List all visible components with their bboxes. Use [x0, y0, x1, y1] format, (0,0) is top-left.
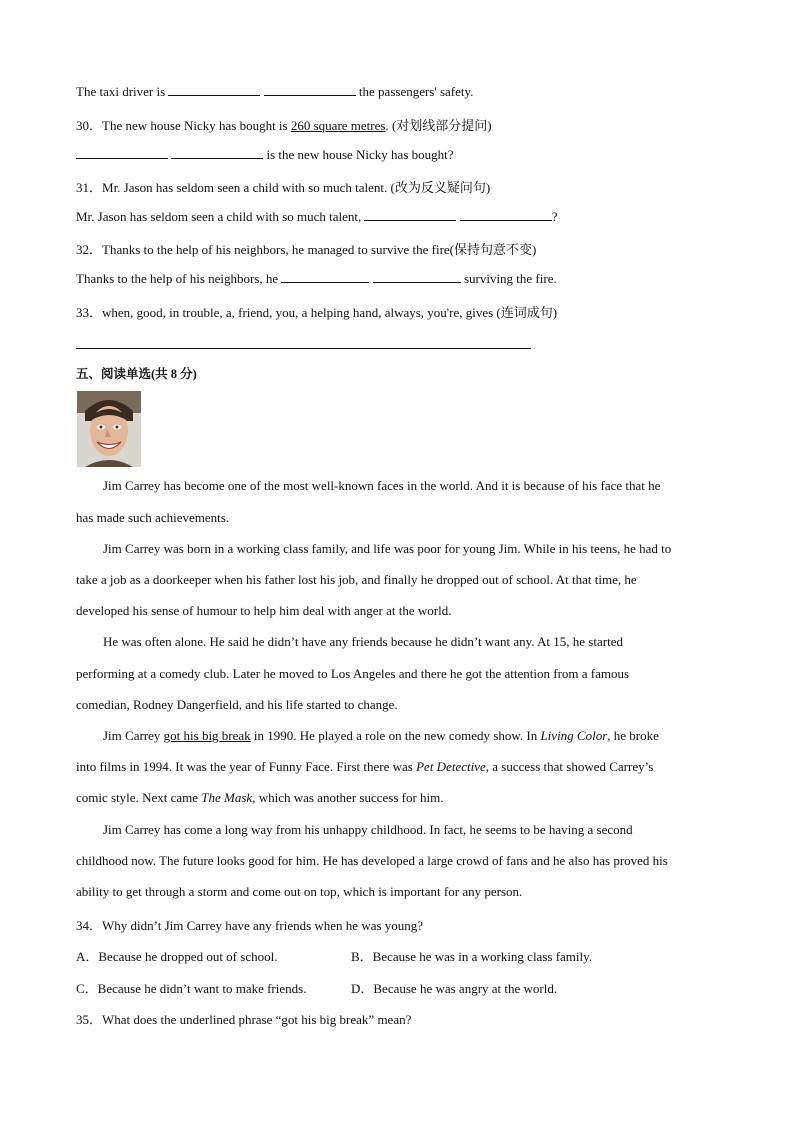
answer-blank[interactable] [168, 83, 260, 96]
passage-text: comic style. Next came [76, 790, 202, 805]
q30-answer-text: is the new house Nicky has bought? [266, 147, 454, 162]
passage-text: , a success that showed Carrey’s [485, 759, 654, 774]
q29-text-end: the passengers' safety. [358, 84, 474, 99]
q31-answer-text: Mr. Jason has seldom seen a child with so much talent, [76, 209, 362, 224]
underlined-phrase: got his big break [163, 728, 251, 743]
q31-line [76, 177, 490, 196]
passage-p3-line3: comedian, Rodney Dangerfield, and his life started to change. [76, 697, 398, 712]
passage-p5-line3: ability to get through a storm and come out on top, which is important for any person. [76, 884, 523, 899]
q34-stem: 34．Why didn’t Jim Carrey have any friends when he was young? [76, 918, 424, 933]
passage-p1-line2: has made such achievements. [76, 510, 230, 525]
q35-stem: 35．What does the underlined phrase “got his big break” mean? [76, 1012, 412, 1027]
q34-option-d[interactable]: D．Because he was angry at the world. [351, 981, 558, 996]
question-number: 30． [76, 118, 103, 133]
q32-answer-text: Thanks to the help of his neighbors, he [76, 271, 279, 286]
answer-blank[interactable] [171, 146, 263, 159]
answer-blank[interactable] [460, 208, 552, 221]
passage-text: , which was another success for him. [252, 790, 444, 805]
passage-p4-line2 [76, 759, 653, 775]
show-title: Living Color [540, 728, 608, 743]
passage-p3-line1: He was often alone. He said he didn’t have any friends because he didn’t want any. At 15, he started [103, 634, 623, 649]
passage-p4-line3 [76, 790, 444, 806]
q32-line [76, 239, 536, 258]
passage-p2-line3: developed his sense of humour to help him deal with anger at the world. [76, 603, 452, 618]
q29-line [76, 83, 473, 100]
question-number: 32． [76, 242, 103, 257]
q30-instruction: . (对划线部分提问) [385, 118, 492, 133]
answer-blank[interactable] [264, 83, 356, 96]
underlined-phrase: 260 square metres [290, 118, 386, 133]
q34-option-c[interactable]: C．Because he didn’t want to make friends. [76, 981, 307, 996]
film-title: Pet Detective [416, 759, 486, 774]
passage-text: Jim Carrey [103, 728, 164, 743]
q32-answer-line [76, 270, 557, 287]
q33-line [76, 302, 557, 321]
passage-p5-line2: childhood now. The future looks good for him. He has developed a large crowd of fans and he also has proved his [76, 853, 668, 868]
passage-p4-line1 [103, 728, 659, 744]
passage-text: in 1990. He played a role on the new comedy show. In [250, 728, 541, 743]
answer-blank[interactable] [364, 208, 456, 221]
q31-text: Mr. Jason has seldom seen a child with so much talent. (改为反义疑问句) [102, 180, 491, 195]
q34-option-b[interactable]: B．Because he was in a working class family. [351, 949, 593, 964]
q32-answer-end: surviving the fire. [463, 271, 557, 286]
q31-answer-end: ? [551, 209, 558, 224]
passage-p5-line1: Jim Carrey has come a long way from his unhappy childhood. In fact, he seems to be having a second [103, 822, 633, 837]
q31-answer-line [76, 208, 558, 225]
question-number: 33． [76, 305, 103, 320]
q34-option-a[interactable]: A．Because he dropped out of school. [76, 949, 278, 964]
q29-text: The taxi driver is [76, 84, 166, 99]
q33-text: when, good, in trouble, a, friend, you, a helping hand, always, you're, gives (连词成句) [102, 305, 558, 320]
section-heading: 五、阅读单选(共 8 分) [76, 367, 197, 381]
answer-blank[interactable] [373, 270, 461, 283]
passage-p2-line2: take a job as a doorkeeper when his father lost his job, and finally he dropped out of school. At that time, he [76, 572, 637, 587]
q30-line [76, 115, 492, 134]
question-number: 31． [76, 180, 103, 195]
q30-text: The new house Nicky has bought is [102, 118, 288, 133]
q32-text: Thanks to the help of his neighbors, he managed to survive the fire(保持句意不变) [102, 242, 537, 257]
q33-answer-line[interactable] [76, 348, 531, 349]
passage-p1-line1: Jim Carrey has become one of the most well-known faces in the world. And it is because of his face that he [103, 478, 661, 493]
passage-p3-line2: performing at a comedy club. Later he moved to Los Angeles and there he got the attention from a famous [76, 666, 630, 681]
passage-p2-line1: Jim Carrey was born in a working class family, and life was poor for young Jim. While in his teens, he had to [103, 541, 672, 556]
q30-answer-line [76, 146, 454, 163]
passage-text: , he broke [607, 728, 659, 743]
jim-carrey-photo [77, 391, 141, 467]
passage-text: into films in 1994. It was the year of Funny Face. First there was [76, 759, 417, 774]
answer-blank[interactable] [281, 270, 369, 283]
film-title: The Mask [201, 790, 253, 805]
answer-blank[interactable] [76, 146, 168, 159]
